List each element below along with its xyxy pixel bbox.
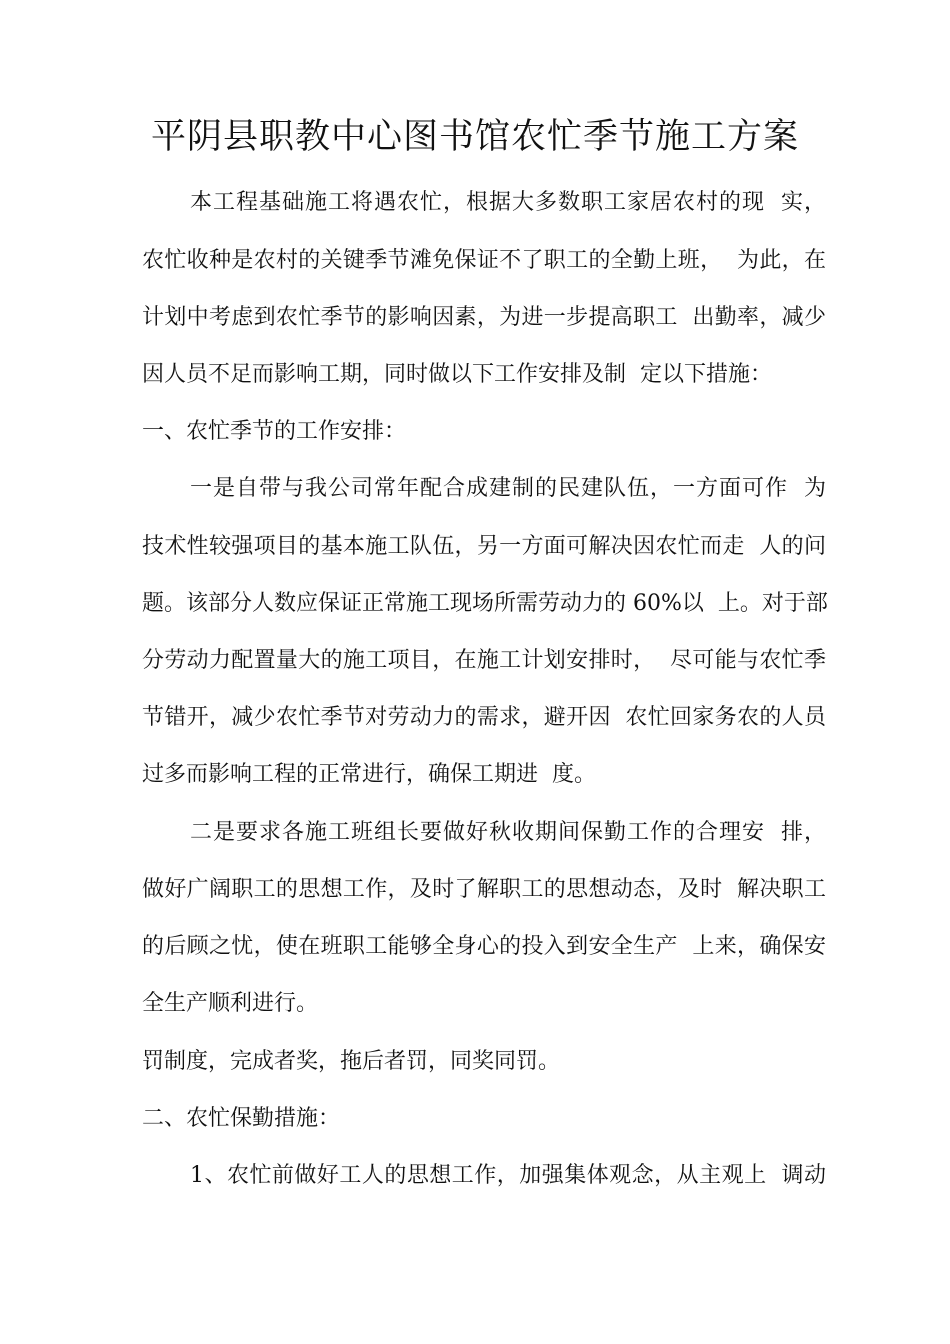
section-heading: 二、农忙保勤措施： [142, 1106, 341, 1131]
paragraph-line: 二是要求各施工班组长要做好秋收期间保勤工作的合理安 排， [190, 820, 826, 845]
document-title: 平阴县职教中心图书馆农忙季节施工方案 [150, 117, 799, 157]
paragraph-line: 过多而影响工程的正常进行，确保工期进 度。 [142, 762, 596, 787]
paragraph-line: 分劳动力配置量大的施工项目，在施工计划安排时， 尽可能与农忙季 [142, 648, 826, 673]
paragraph-line: 因人员不足而影响工期，同时做以下工作安排及制 定以下措施： [142, 362, 772, 387]
paragraph-line: 本工程基础施工将遇农忙，根据大多数职工家居农村的现 实， [190, 190, 826, 215]
paragraph-line: 题。该部分人数应保证正常施工现场所需劳动力的 60%以 上。对于部 [142, 591, 828, 616]
section-heading: 一、农忙季节的工作安排： [142, 419, 407, 444]
paragraph-line: 技术性较强项目的基本施工队伍，另一方面可解决因农忙而走 人的问 [142, 534, 826, 559]
paragraph-line: 节错开，减少农忙季节对劳动力的需求，避开因 农忙回家务农的人员 [142, 705, 826, 730]
paragraph-line: 一是自带与我公司常年配合成建制的民建队伍，一方面可作 为 [190, 476, 826, 501]
paragraph-line: 做好广阔职工的思想工作，及时了解职工的思想动态，及时 解决职工 [142, 877, 826, 902]
paragraph-line: 1、农忙前做好工人的思想工作，加强集体观念，从主观上 调动 [190, 1163, 826, 1188]
paragraph-line: 罚制度，完成者奖，拖后者罚，同奖同罚。 [142, 1049, 561, 1074]
paragraph-line: 全生产顺利进行。 [142, 991, 319, 1016]
paragraph-line: 农忙收种是农村的关键季节滩免保证不了职工的全勤上班， 为此，在 [142, 248, 826, 273]
paragraph-line: 计划中考虑到农忙季节的影响因素，为进一步提高职工 出勤率，减少 [142, 305, 826, 330]
paragraph-line: 的后顾之忧，使在班职工能够全身心的投入到安全生产 上来，确保安 [142, 934, 826, 959]
